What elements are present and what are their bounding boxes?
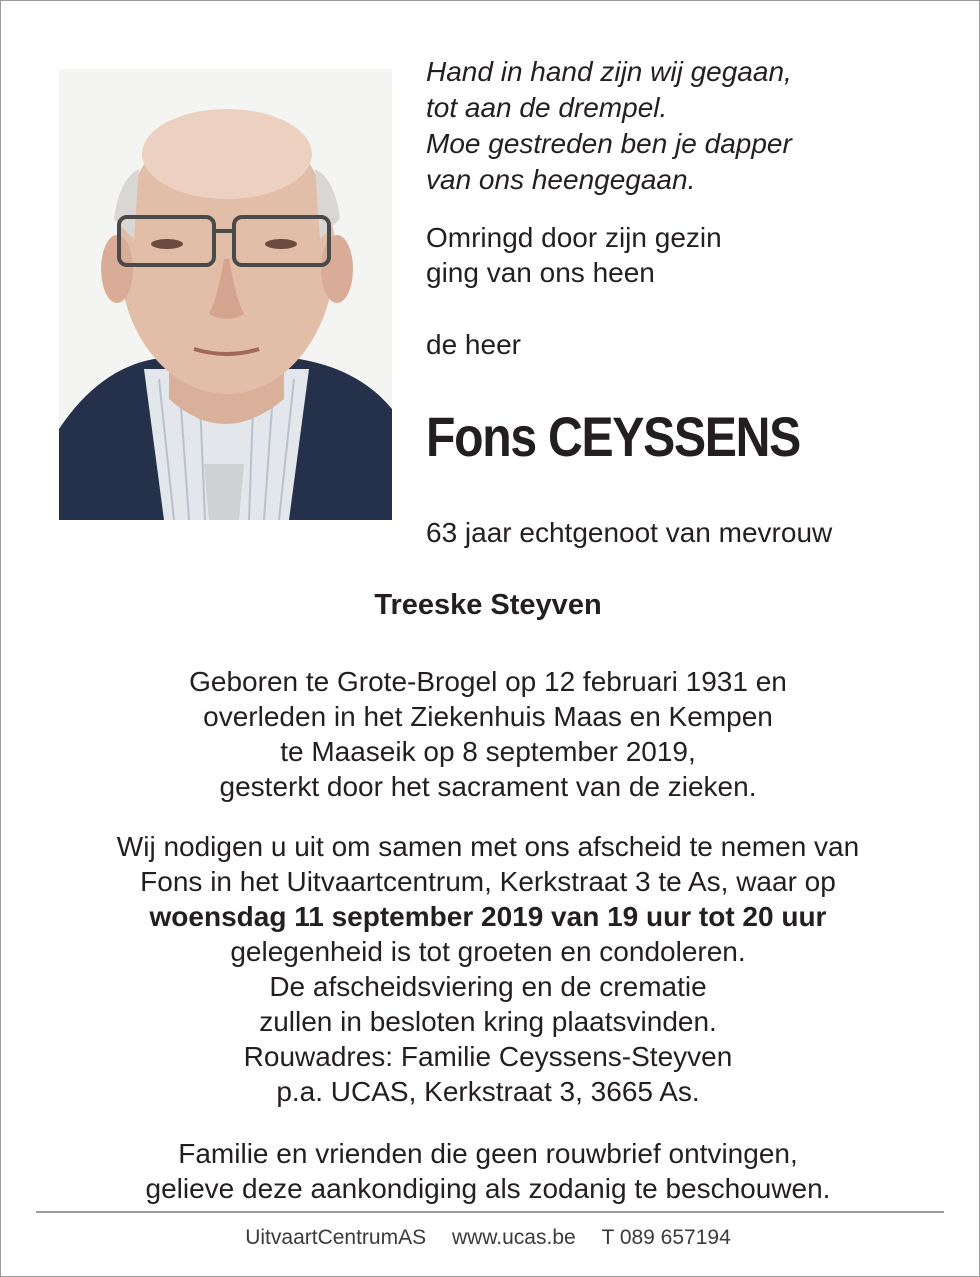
poem-line: Moe gestreden ben je dapper bbox=[426, 128, 792, 159]
paragraph-line: gesterkt door het sacrament van de zieken. bbox=[219, 771, 757, 802]
poem bbox=[426, 54, 946, 198]
paragraph-line: De afscheidsviering en de crematie bbox=[269, 971, 707, 1002]
footer-company: UitvaartCentrumAS bbox=[245, 1226, 427, 1249]
intro-line: Omringd door zijn gezin bbox=[426, 222, 722, 253]
paragraph-line: Geboren te Grote-Brogel op 12 februari 1931 en bbox=[189, 666, 787, 697]
footer-divider bbox=[36, 1211, 944, 1213]
intro-text bbox=[426, 220, 946, 290]
paragraph-line: Familie en vrienden die geen rouwbrief ontvingen, bbox=[178, 1138, 798, 1169]
spouse-intro: 63 jaar echtgenoot van mevrouw bbox=[426, 517, 833, 548]
honorific: de heer bbox=[426, 329, 521, 360]
visitation-date: woensdag 11 september 2019 van 19 uur tot 20 uur bbox=[149, 901, 827, 932]
paragraph-line: gelieve deze aankondiging als zodanig te beschouwen. bbox=[145, 1173, 831, 1204]
portrait-photo bbox=[59, 69, 392, 520]
spouse-name: Treeske Steyven bbox=[374, 589, 602, 621]
paragraph-line: te Maaseik op 8 september 2019, bbox=[280, 736, 696, 767]
paragraph-line: gelegenheid is tot groeten en condoleren. bbox=[230, 936, 746, 967]
footer-website-link[interactable]: www.ucas.be bbox=[451, 1226, 576, 1249]
footer-phone: T 089 657194 bbox=[601, 1226, 731, 1249]
family-note bbox=[0, 1136, 976, 1206]
footer bbox=[0, 1225, 976, 1251]
poem-line: tot aan de drempel. bbox=[426, 92, 668, 123]
deceased-name: Fons CEYSSENS bbox=[426, 405, 800, 468]
mourning-address-line: p.a. UCAS, Kerkstraat 3, 3665 As. bbox=[276, 1076, 700, 1107]
invitation-paragraph bbox=[0, 829, 976, 1109]
intro-line: ging van ons heen bbox=[426, 257, 655, 288]
mourning-address: Rouwadres: Familie Ceyssens-Steyven bbox=[243, 1041, 733, 1072]
paragraph-line: Fons in het Uitvaartcentrum, Kerkstraat 3 te As, waar op bbox=[140, 866, 836, 897]
birth-death-paragraph bbox=[0, 664, 976, 804]
paragraph-line: Wij nodigen u uit om samen met ons afscheid te nemen van bbox=[116, 831, 860, 862]
poem-line: van ons heengegaan. bbox=[426, 164, 696, 195]
paragraph-line: overleden in het Ziekenhuis Maas en Kempen bbox=[203, 701, 773, 732]
paragraph-line: zullen in besloten kring plaatsvinden. bbox=[259, 1006, 717, 1037]
poem-line: Hand in hand zijn wij gegaan, bbox=[426, 56, 792, 87]
